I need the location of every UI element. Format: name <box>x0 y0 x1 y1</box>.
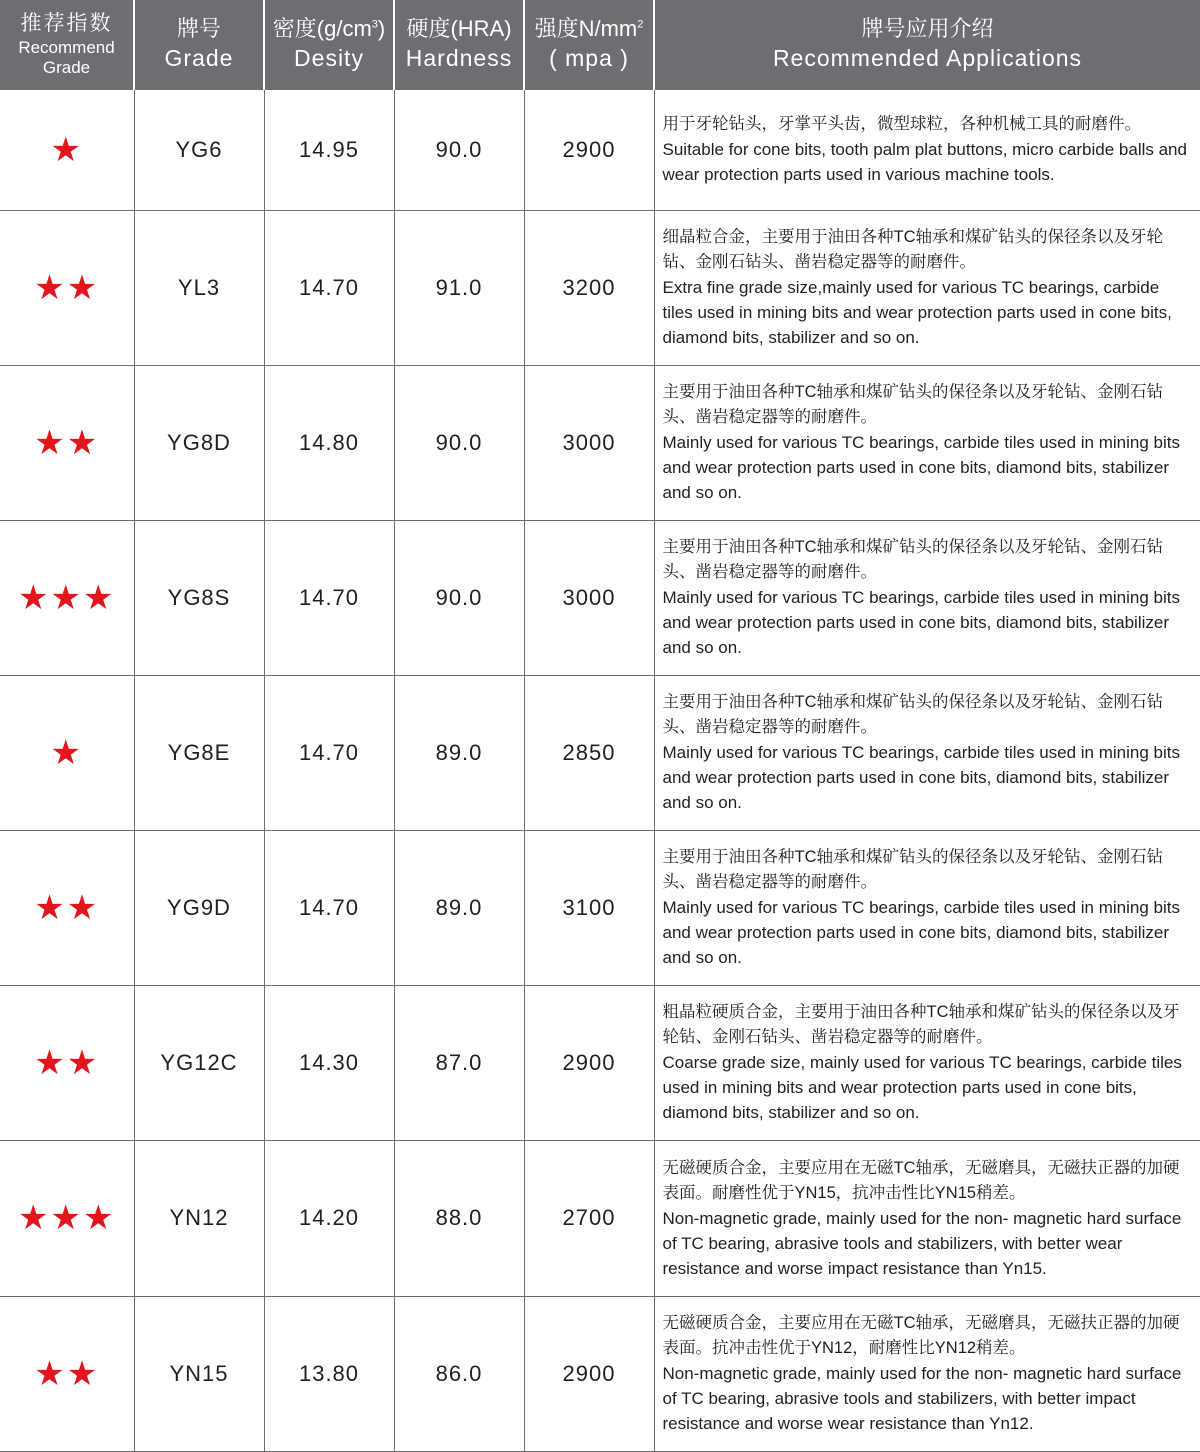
header-density-text: 密度(g/cm <box>272 16 372 42</box>
application-zh: 主要用于油田各种TC轴承和煤矿钻头的保径条以及牙轮钻、金刚石钻头、凿岩稳定器等的耐磨件。 <box>662 693 1163 736</box>
application-en: Non-magnetic grade, mainly used for the non- magnetic hard surface of TC bearing, abrasive tools and stabilizers, with better impact resistance and worse wear resistance than Yn12. <box>662 1364 1182 1433</box>
table-row <box>0 520 1200 675</box>
strength-cell: 2900 <box>524 985 654 1140</box>
table-row <box>0 985 1200 1140</box>
star-rating: ★★ <box>0 365 134 520</box>
density-cell: 14.20 <box>264 1140 394 1296</box>
star-rating: ★ <box>0 675 134 830</box>
header-applications <box>654 0 1200 89</box>
application-en: Suitable for cone bits, tooth palm plat buttons, micro carbide balls and wear protection parts used in various machine tools. <box>662 140 1187 184</box>
hardness-cell: 89.0 <box>394 830 524 985</box>
application-cell <box>654 985 1200 1140</box>
header-recommend-zh: 推荐指数 <box>20 12 113 36</box>
application-cell <box>654 1296 1200 1451</box>
application-cell <box>654 89 1200 210</box>
header-recommend-en1: Recommend <box>18 38 115 58</box>
header-density-zh <box>265 15 393 43</box>
application-zh: 无磁硬质合金，主要应用在无磁TC轴承，无磁磨具，无磁扶正器的加硬表面。耐磨性优于YN15，抗冲击性比YN15稍差。 <box>662 1158 1180 1202</box>
hardness-cell: 88.0 <box>394 1140 524 1296</box>
star-rating: ★ <box>0 89 134 210</box>
application-zh: 无磁硬质合金，主要应用在无磁TC轴承，无磁磨具，无磁扶正器的加硬表面。抗冲击性优于YN12，耐磨性比YN12稍差。 <box>662 1314 1180 1357</box>
star-rating: ★★★ <box>0 1140 134 1296</box>
header-hardness-en: Hardness <box>405 45 513 72</box>
table-header <box>0 0 1200 89</box>
header-strength-en: ( mpa ) <box>549 45 629 72</box>
header-strength <box>524 0 654 89</box>
strength-cell: 2900 <box>524 89 654 210</box>
table-row <box>0 675 1200 830</box>
grade-cell: YG6 <box>134 89 264 210</box>
application-zh: 主要用于油田各种TC轴承和煤矿钻头的保径条以及牙轮钻、金刚石钻头、凿岩稳定器等的耐磨件。 <box>662 383 1163 426</box>
grade-cell: YL3 <box>134 210 264 365</box>
grade-cell: YN12 <box>134 1140 264 1296</box>
grade-cell: YG12C <box>134 985 264 1140</box>
application-zh: 主要用于油田各种TC轴承和煤矿钻头的保径条以及牙轮钻、金刚石钻头、凿岩稳定器等的耐磨件。 <box>662 848 1163 891</box>
table-row <box>0 89 1200 210</box>
header-density-en: Desity <box>294 45 364 72</box>
application-cell <box>654 365 1200 520</box>
header-density <box>264 0 394 89</box>
header-grade-en: Grade <box>164 45 234 72</box>
hardness-cell: 90.0 <box>394 89 524 210</box>
density-cell: 14.95 <box>264 89 394 210</box>
header-recommend <box>0 0 134 89</box>
header-grade-zh: 牌号 <box>176 16 221 42</box>
hardness-cell: 86.0 <box>394 1296 524 1451</box>
application-en: Coarse grade size, mainly used for various TC bearings, carbide tiles used in mining bits and wear protection parts used in cone bits, diamond bits, stabilizer and so on. <box>662 1053 1182 1122</box>
header-strength-text: 强度N/mm <box>534 16 638 42</box>
strength-cell: 3200 <box>524 210 654 365</box>
grade-cell: YG8E <box>134 675 264 830</box>
density-cell: 14.80 <box>264 365 394 520</box>
strength-cell: 3000 <box>524 520 654 675</box>
density-cell: 14.70 <box>264 520 394 675</box>
density-cell: 14.30 <box>264 985 394 1140</box>
header-recommend-en2: Grade <box>42 58 91 78</box>
header-hardness <box>394 0 524 89</box>
hardness-cell: 87.0 <box>394 985 524 1140</box>
grade-cell: YG8S <box>134 520 264 675</box>
header-strength-sup: 2 <box>637 18 644 31</box>
application-zh: 粗晶粒硬质合金，主要用于油田各种TC轴承和煤矿钻头的保径条以及牙轮钻、金刚石钻头、凿岩稳定器等的耐磨件。 <box>662 1003 1180 1046</box>
hardness-cell: 91.0 <box>394 210 524 365</box>
header-hardness-zh: 硬度(HRA) <box>406 16 512 42</box>
application-zh: 用于牙轮钻头，牙掌平头齿，微型球粒，各种机械工具的耐磨件。 <box>662 115 1141 133</box>
application-zh: 细晶粒合金，主要用于油田各种TC轴承和煤矿钻头的保径条以及牙轮钻、金刚石钻头、凿岩稳定器等的耐磨件。 <box>662 228 1163 271</box>
strength-cell: 2850 <box>524 675 654 830</box>
application-cell <box>654 520 1200 675</box>
strength-cell: 2900 <box>524 1296 654 1451</box>
star-rating: ★★★ <box>0 520 134 675</box>
application-en: Mainly used for various TC bearings, carbide tiles used in mining bits and wear protection parts used in cone bits, diamond bits, stabilizer and so on. <box>662 898 1180 967</box>
hardness-cell: 90.0 <box>394 365 524 520</box>
table-row <box>0 830 1200 985</box>
star-rating: ★★ <box>0 830 134 985</box>
grade-cell: YG9D <box>134 830 264 985</box>
table-row <box>0 1140 1200 1296</box>
header-applications-zh: 牌号应用介绍 <box>861 16 994 42</box>
application-cell <box>654 210 1200 365</box>
header-density-close: ) <box>377 16 386 42</box>
strength-cell: 3100 <box>524 830 654 985</box>
application-cell <box>654 675 1200 830</box>
application-cell <box>654 830 1200 985</box>
header-applications-en: Recommended Applications <box>772 45 1083 72</box>
grade-cell: YN15 <box>134 1296 264 1451</box>
star-rating: ★★ <box>0 1296 134 1451</box>
table-row <box>0 210 1200 365</box>
grade-cell: YG8D <box>134 365 264 520</box>
application-en: Mainly used for various TC bearings, carbide tiles used in mining bits and wear protection parts used in cone bits, diamond bits, stabilizer and so on. <box>662 588 1180 657</box>
header-density-sup: 3 <box>371 18 378 31</box>
application-zh: 主要用于油田各种TC轴承和煤矿钻头的保径条以及牙轮钻、金刚石钻头、凿岩稳定器等的耐磨件。 <box>662 538 1163 581</box>
density-cell: 14.70 <box>264 675 394 830</box>
table-row <box>0 365 1200 520</box>
strength-cell: 3000 <box>524 365 654 520</box>
density-cell: 14.70 <box>264 210 394 365</box>
application-en: Extra fine grade size,mainly used for various TC bearings, carbide tiles used in mining bits and wear protection parts used in cone bits, diamond bits, stabilizer and so on. <box>662 278 1172 347</box>
table-row <box>0 1296 1200 1451</box>
header-strength-zh <box>525 15 653 43</box>
application-en: Mainly used for various TC bearings, carbide tiles used in mining bits and wear protection parts used in cone bits, diamond bits, stabilizer and so on. <box>662 743 1180 812</box>
application-cell <box>654 1140 1200 1296</box>
application-en: Mainly used for various TC bearings, carbide tiles used in mining bits and wear protection parts used in cone bits, diamond bits, stabilizer and so on. <box>662 433 1180 502</box>
density-cell: 14.70 <box>264 830 394 985</box>
header-grade <box>134 0 264 89</box>
hardness-cell: 90.0 <box>394 520 524 675</box>
star-rating: ★★ <box>0 985 134 1140</box>
application-en: Non-magnetic grade, mainly used for the non- magnetic hard surface of TC bearing, abrasive tools and stabilizers, with better wear resistance and worse impact resistance than Yn15. <box>662 1208 1182 1278</box>
table-body <box>0 89 1200 1451</box>
strength-cell: 2700 <box>524 1140 654 1296</box>
star-rating: ★★ <box>0 210 134 365</box>
hardness-cell: 89.0 <box>394 675 524 830</box>
density-cell: 13.80 <box>264 1296 394 1451</box>
